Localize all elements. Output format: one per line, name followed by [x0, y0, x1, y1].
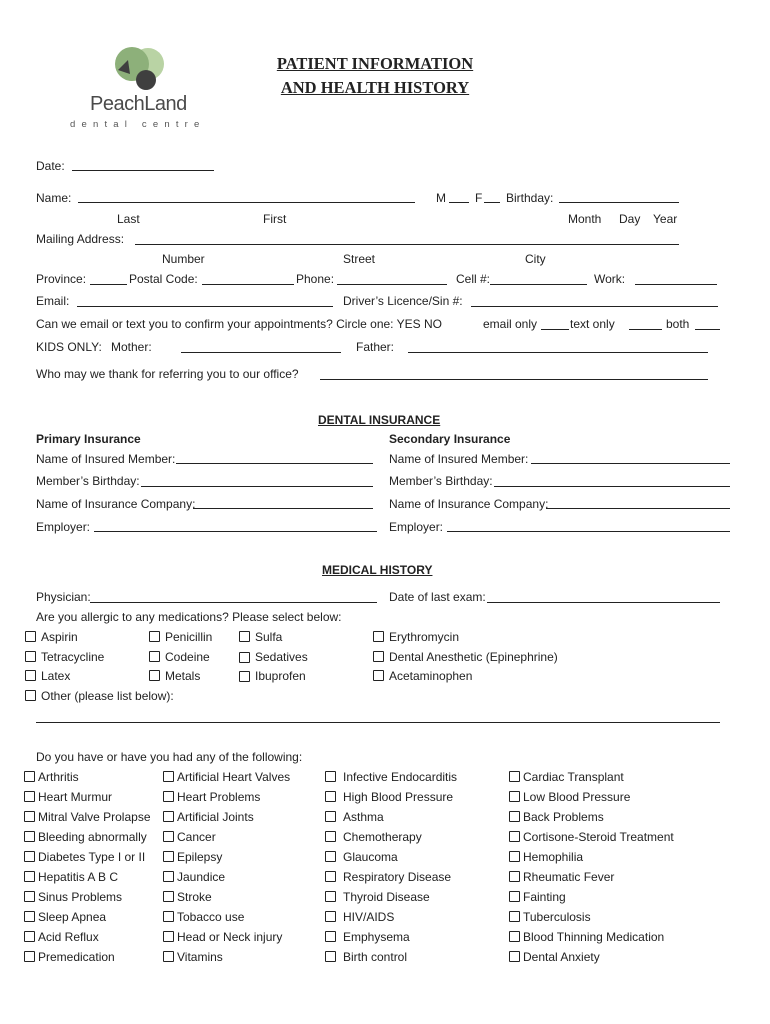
work-label: Work: [594, 272, 626, 286]
email-field[interactable] [77, 306, 333, 307]
email-label: Email: [36, 294, 70, 308]
last-label: Last [117, 212, 140, 226]
arthritis-checkbox[interactable] [24, 771, 35, 782]
text-only-label: text only [570, 317, 615, 331]
cortisone-steroid-treatment-label: Cortisone-Steroid Treatment [523, 829, 674, 844]
province-field[interactable] [90, 284, 127, 285]
back-problems-label: Back Problems [523, 809, 604, 824]
other-allergy-field[interactable] [36, 722, 720, 723]
rheumatic-fever-label: Rheumatic Fever [523, 869, 615, 884]
hemophilia-checkbox[interactable] [509, 851, 520, 862]
secondary-company-label: Name of Insurance Company: [389, 497, 549, 511]
asthma-checkbox[interactable] [325, 811, 336, 822]
erythromycin-checkbox[interactable] [373, 631, 384, 642]
sulfa-label: Sulfa [255, 630, 283, 644]
aspirin-label: Aspirin [41, 630, 78, 644]
first-label: First [263, 212, 287, 226]
high-blood-pressure-label: High Blood Pressure [343, 789, 454, 804]
secondary-company-field[interactable] [546, 508, 730, 509]
birthday-field[interactable] [559, 202, 679, 203]
fainting-label: Fainting [523, 889, 566, 904]
acid-reflux-checkbox[interactable] [24, 931, 35, 942]
emphysema-checkbox[interactable] [325, 931, 336, 942]
mitral-valve-prolapse-label: Mitral Valve Prolapse [38, 809, 151, 824]
date-field[interactable] [72, 170, 214, 171]
day-label: Day [619, 212, 641, 226]
cell-field[interactable] [490, 284, 587, 285]
secondary-insured-member-field[interactable] [531, 463, 730, 464]
dental-anxiety-label: Dental Anxiety [523, 949, 600, 964]
number-label: Number [162, 252, 205, 266]
erythromycin-label: Erythromycin [389, 630, 460, 644]
codeine-checkbox[interactable] [149, 651, 160, 662]
emphysema-label: Emphysema [343, 929, 410, 944]
page-title-line1: PATIENT INFORMATION [276, 54, 474, 73]
secondary-insured-member-label: Name of Insured Member: [389, 452, 529, 466]
secondary-insurance-heading: Secondary Insurance [389, 432, 511, 446]
acetaminophen-checkbox[interactable] [373, 670, 384, 681]
mother-label: Mother: [111, 340, 152, 354]
infective-endocarditis-checkbox[interactable] [325, 771, 336, 782]
thyroid-disease-label: Thyroid Disease [343, 889, 430, 904]
f-label: F [475, 191, 483, 205]
sleep-apnea-checkbox[interactable] [24, 911, 35, 922]
rheumatic-fever-checkbox[interactable] [509, 871, 520, 882]
date-label: Date: [36, 159, 65, 173]
artificial-heart-valves-checkbox[interactable] [163, 771, 174, 782]
stroke-label: Stroke [177, 889, 212, 904]
low-blood-pressure-label: Low Blood Pressure [523, 789, 631, 804]
chemotherapy-checkbox[interactable] [325, 831, 336, 842]
heart-problems-checkbox[interactable] [163, 791, 174, 802]
infective-endocarditis-label: Infective Endocarditis [343, 770, 458, 784]
cortisone-steroid-treatment-checkbox[interactable] [509, 831, 520, 842]
dental-anesthetic-checkbox[interactable] [373, 651, 384, 662]
page-title-line2: AND HEALTH HISTORY [280, 78, 470, 97]
both-label: both [666, 317, 690, 331]
primary-employer-label: Employer: [36, 520, 91, 534]
province-label: Province: [36, 272, 87, 286]
hepatitis-a-b-c-checkbox[interactable] [24, 871, 35, 882]
mother-field[interactable] [181, 352, 341, 353]
birth-control-checkbox[interactable] [325, 951, 336, 962]
high-blood-pressure-checkbox[interactable] [325, 791, 336, 802]
hemophilia-label: Hemophilia [523, 849, 584, 864]
ibuprofen-label: Ibuprofen [255, 669, 306, 683]
other-allergy-checkbox[interactable] [25, 690, 36, 701]
cardiac-transplant-label: Cardiac Transplant [523, 770, 624, 784]
heart-murmur-label: Heart Murmur [38, 789, 113, 804]
sleep-apnea-label: Sleep Apnea [38, 909, 107, 924]
birth-control-label: Birth control [343, 949, 408, 964]
tetracycline-label: Tetracycline [41, 650, 105, 664]
email-only-field[interactable] [541, 329, 569, 330]
vitamins-checkbox[interactable] [163, 951, 174, 962]
allergy-question: Are you allergic to any medications? Please select below: [36, 610, 342, 624]
tobacco-use-label: Tobacco use [177, 909, 245, 924]
codeine-label: Codeine [165, 650, 210, 664]
diabetes-type-i-or-ii-checkbox[interactable] [24, 851, 35, 862]
hiv-aids-checkbox[interactable] [325, 911, 336, 922]
metals-label: Metals [165, 669, 201, 683]
low-blood-pressure-checkbox[interactable] [509, 791, 520, 802]
phone-label: Phone: [296, 272, 335, 286]
aspirin-checkbox[interactable] [25, 631, 36, 642]
blood-thinning-medication-label: Blood Thinning Medication [523, 929, 665, 944]
medical-header: MEDICAL HISTORY [322, 563, 433, 577]
logo-name: PeachLand [90, 93, 187, 115]
city-label: City [525, 252, 546, 266]
glaucoma-label: Glaucoma [343, 849, 398, 864]
tuberculosis-label: Tuberculosis [523, 909, 591, 924]
primary-insurance-heading: Primary Insurance [36, 432, 141, 446]
phone-field[interactable] [337, 284, 447, 285]
diabetes-type-i-or-ii-label: Diabetes Type I or II [38, 849, 146, 864]
acetaminophen-label: Acetaminophen [389, 669, 473, 683]
m-label: M [436, 191, 446, 205]
tobacco-use-checkbox[interactable] [163, 911, 174, 922]
secondary-member-birthday-field[interactable] [494, 486, 730, 487]
other-allergy-label: Other (please list below): [41, 689, 174, 703]
postal-label: Postal Code: [129, 272, 198, 286]
secondary-member-birthday-label: Member’s Birthday: [389, 474, 493, 488]
cancer-checkbox[interactable] [163, 831, 174, 842]
vitamins-label: Vitamins [177, 949, 223, 964]
f-field[interactable] [484, 202, 500, 203]
dental-anxiety-checkbox[interactable] [509, 951, 520, 962]
sinus-problems-checkbox[interactable] [24, 891, 35, 902]
father-field[interactable] [408, 352, 708, 353]
ibuprofen-checkbox[interactable] [239, 671, 250, 682]
cell-label: Cell #: [456, 272, 491, 286]
glaucoma-checkbox[interactable] [325, 851, 336, 862]
primary-insured-member-label: Name of Insured Member: [36, 452, 176, 466]
tuberculosis-checkbox[interactable] [509, 911, 520, 922]
birthday-label: Birthday: [506, 191, 554, 205]
text-only-field[interactable] [629, 329, 662, 330]
chemotherapy-label: Chemotherapy [343, 829, 422, 844]
last-exam-label: Date of last exam: [389, 590, 486, 604]
bleeding-abnormally-label: Bleeding abnormally [38, 829, 147, 844]
tetracycline-checkbox[interactable] [25, 651, 36, 662]
hepatitis-a-b-c-label: Hepatitis A B C [38, 869, 119, 884]
peachland-logo-icon [110, 42, 170, 96]
father-label: Father: [356, 340, 395, 354]
head-or-neck-injury-checkbox[interactable] [163, 931, 174, 942]
sinus-problems-label: Sinus Problems [38, 889, 123, 904]
thyroid-disease-checkbox[interactable] [325, 891, 336, 902]
head-or-neck-injury-label: Head or Neck injury [177, 929, 283, 944]
metals-checkbox[interactable] [149, 670, 160, 681]
name-label: Name: [36, 191, 72, 205]
dental-anesthetic-label: Dental Anesthetic (Epinephrine) [389, 650, 558, 664]
confirm-question: Can we email or text you to confirm your appointments? Circle one: YES NO [36, 317, 442, 331]
respiratory-disease-checkbox[interactable] [325, 871, 336, 882]
primary-member-birthday-field[interactable] [141, 486, 373, 487]
referral-label: Who may we thank for referring you to our office? [36, 367, 299, 381]
primary-insured-member-field[interactable] [176, 463, 373, 464]
epilepsy-label: Epilepsy [177, 849, 223, 864]
last-exam-field[interactable] [487, 602, 720, 603]
secondary-employer-field[interactable] [447, 531, 730, 532]
secondary-employer-label: Employer: [389, 520, 444, 534]
insurance-header: DENTAL INSURANCE [318, 413, 441, 427]
artificial-joints-label: Artificial Joints [177, 809, 254, 824]
artificial-heart-valves-label: Artificial Heart Valves [177, 770, 291, 784]
hiv-aids-label: HIV/AIDS [343, 909, 395, 924]
respiratory-disease-label: Respiratory Disease [343, 869, 452, 884]
penicillin-label: Penicillin [165, 630, 213, 644]
year-label: Year [653, 212, 678, 226]
sedatives-label: Sedatives [255, 650, 308, 664]
latex-checkbox[interactable] [25, 670, 36, 681]
stroke-checkbox[interactable] [163, 891, 174, 902]
jaundice-checkbox[interactable] [163, 871, 174, 882]
heart-murmur-checkbox[interactable] [24, 791, 35, 802]
street-label: Street [343, 252, 376, 266]
bleeding-abnormally-checkbox[interactable] [24, 831, 35, 842]
both-field[interactable] [695, 329, 720, 330]
asthma-label: Asthma [343, 809, 384, 824]
name-field[interactable] [78, 202, 415, 203]
artificial-joints-checkbox[interactable] [163, 811, 174, 822]
jaundice-label: Jaundice [177, 869, 226, 884]
mailing-field[interactable] [135, 244, 679, 245]
premedication-checkbox[interactable] [24, 951, 35, 962]
heart-problems-label: Heart Problems [177, 789, 261, 804]
latex-label: Latex [41, 669, 71, 683]
mitral-valve-prolapse-checkbox[interactable] [24, 811, 35, 822]
sulfa-checkbox[interactable] [239, 631, 250, 642]
licence-field[interactable] [471, 306, 718, 307]
physician-field[interactable] [90, 602, 377, 603]
cardiac-transplant-checkbox[interactable] [509, 771, 520, 782]
kids-label: KIDS ONLY: [36, 340, 102, 354]
month-label: Month [568, 212, 602, 226]
blood-thinning-medication-checkbox[interactable] [509, 931, 520, 942]
cancer-label: Cancer [177, 829, 216, 844]
referral-field[interactable] [320, 379, 708, 380]
primary-employer-field[interactable] [94, 531, 377, 532]
acid-reflux-label: Acid Reflux [38, 929, 99, 944]
work-field[interactable] [635, 284, 717, 285]
sedatives-checkbox[interactable] [239, 652, 250, 663]
primary-company-field[interactable] [193, 508, 373, 509]
physician-label: Physician: [36, 590, 91, 604]
fainting-checkbox[interactable] [509, 891, 520, 902]
epilepsy-checkbox[interactable] [163, 851, 174, 862]
arthritis-label: Arthritis [38, 770, 79, 784]
licence-label: Driver’s Licence/Sin #: [343, 294, 463, 308]
mailing-label: Mailing Address: [36, 232, 125, 246]
postal-field[interactable] [202, 284, 294, 285]
email-only-label: email only [483, 317, 538, 331]
m-field[interactable] [449, 202, 469, 203]
primary-member-birthday-label: Member’s Birthday: [36, 474, 140, 488]
logo-tagline: dental centre [70, 119, 206, 130]
primary-company-label: Name of Insurance Company: [36, 497, 196, 511]
penicillin-checkbox[interactable] [149, 631, 160, 642]
conditions-question: Do you have or have you had any of the following: [36, 750, 303, 764]
premedication-label: Premedication [38, 949, 115, 964]
back-problems-checkbox[interactable] [509, 811, 520, 822]
